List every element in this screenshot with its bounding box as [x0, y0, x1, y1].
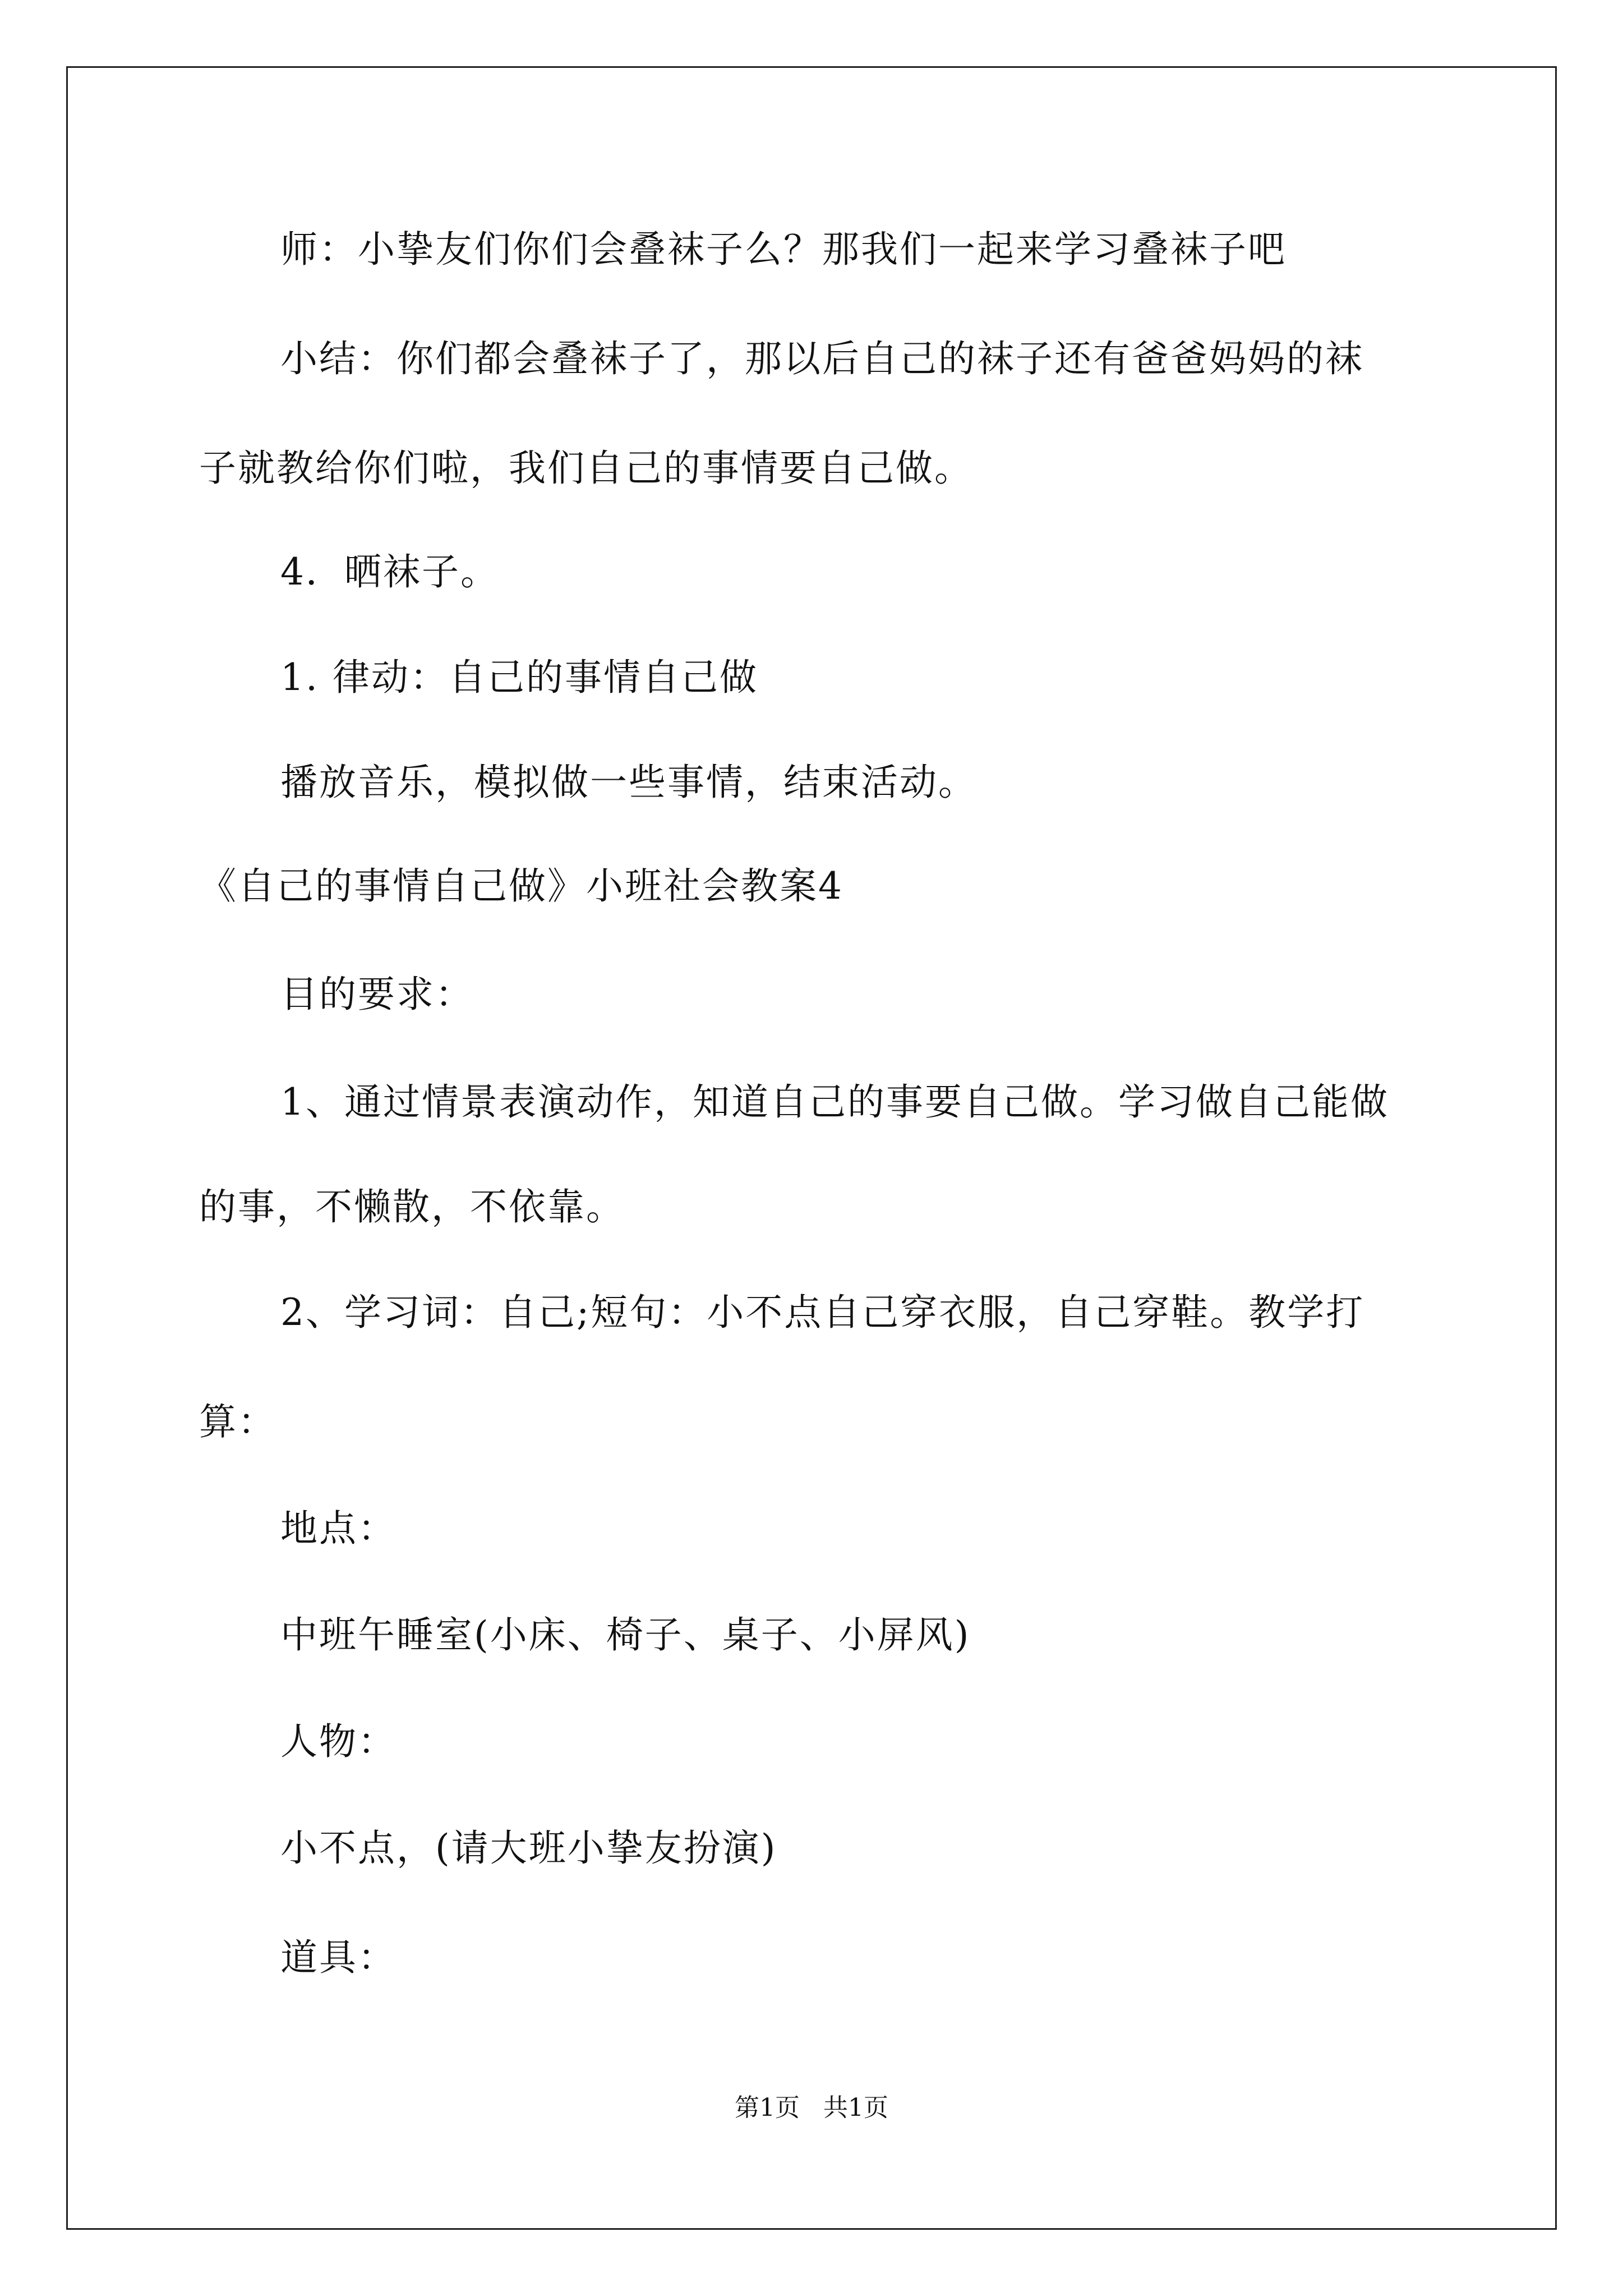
paragraph-line: 的事，不懒散，不依靠。	[199, 1185, 625, 1228]
paragraph-line: 2、学习词：自己;短句：小不点自己穿衣服，自己穿鞋。教学打	[280, 1291, 1365, 1334]
paragraph-line: 播放音乐，模拟做一些事情，结束活动。	[280, 761, 977, 804]
paragraph-line: 小结：你们都会叠袜子了，那以后自己的袜子还有爸爸妈妈的袜	[280, 337, 1364, 380]
page-number-footer: 第1页 共1页	[735, 2093, 888, 2122]
paragraph-line: 子就教给你们啦，我们自己的事情要自己做。	[199, 447, 973, 490]
paragraph-line: 道具：	[280, 1936, 396, 1979]
section-title: 《自己的事情自己做》小班社会教案4	[199, 864, 843, 908]
paragraph-line: 4．晒袜子。	[280, 550, 499, 593]
paragraph-line: 目的要求：	[280, 973, 474, 1016]
paragraph-line: 人物：	[280, 1720, 396, 1763]
paragraph-line: 1、通过情景表演动作，知道自己的事要自己做。学习做自己能做	[280, 1080, 1389, 1124]
paragraph-line: 算：	[199, 1400, 276, 1443]
paragraph-line: 小不点，(请大班小挚友扮演)	[280, 1826, 777, 1870]
paragraph-line: 1. 律动：自己的事情自己做	[280, 656, 758, 699]
page-border	[66, 66, 1557, 2230]
paragraph-line: 中班午睡室(小床、椅子、桌子、小屏风)	[280, 1613, 971, 1657]
paragraph-line: 地点：	[280, 1507, 396, 1550]
paragraph-line: 师：小挚友们你们会叠袜子么？那我们一起来学习叠袜子吧	[280, 228, 1287, 271]
